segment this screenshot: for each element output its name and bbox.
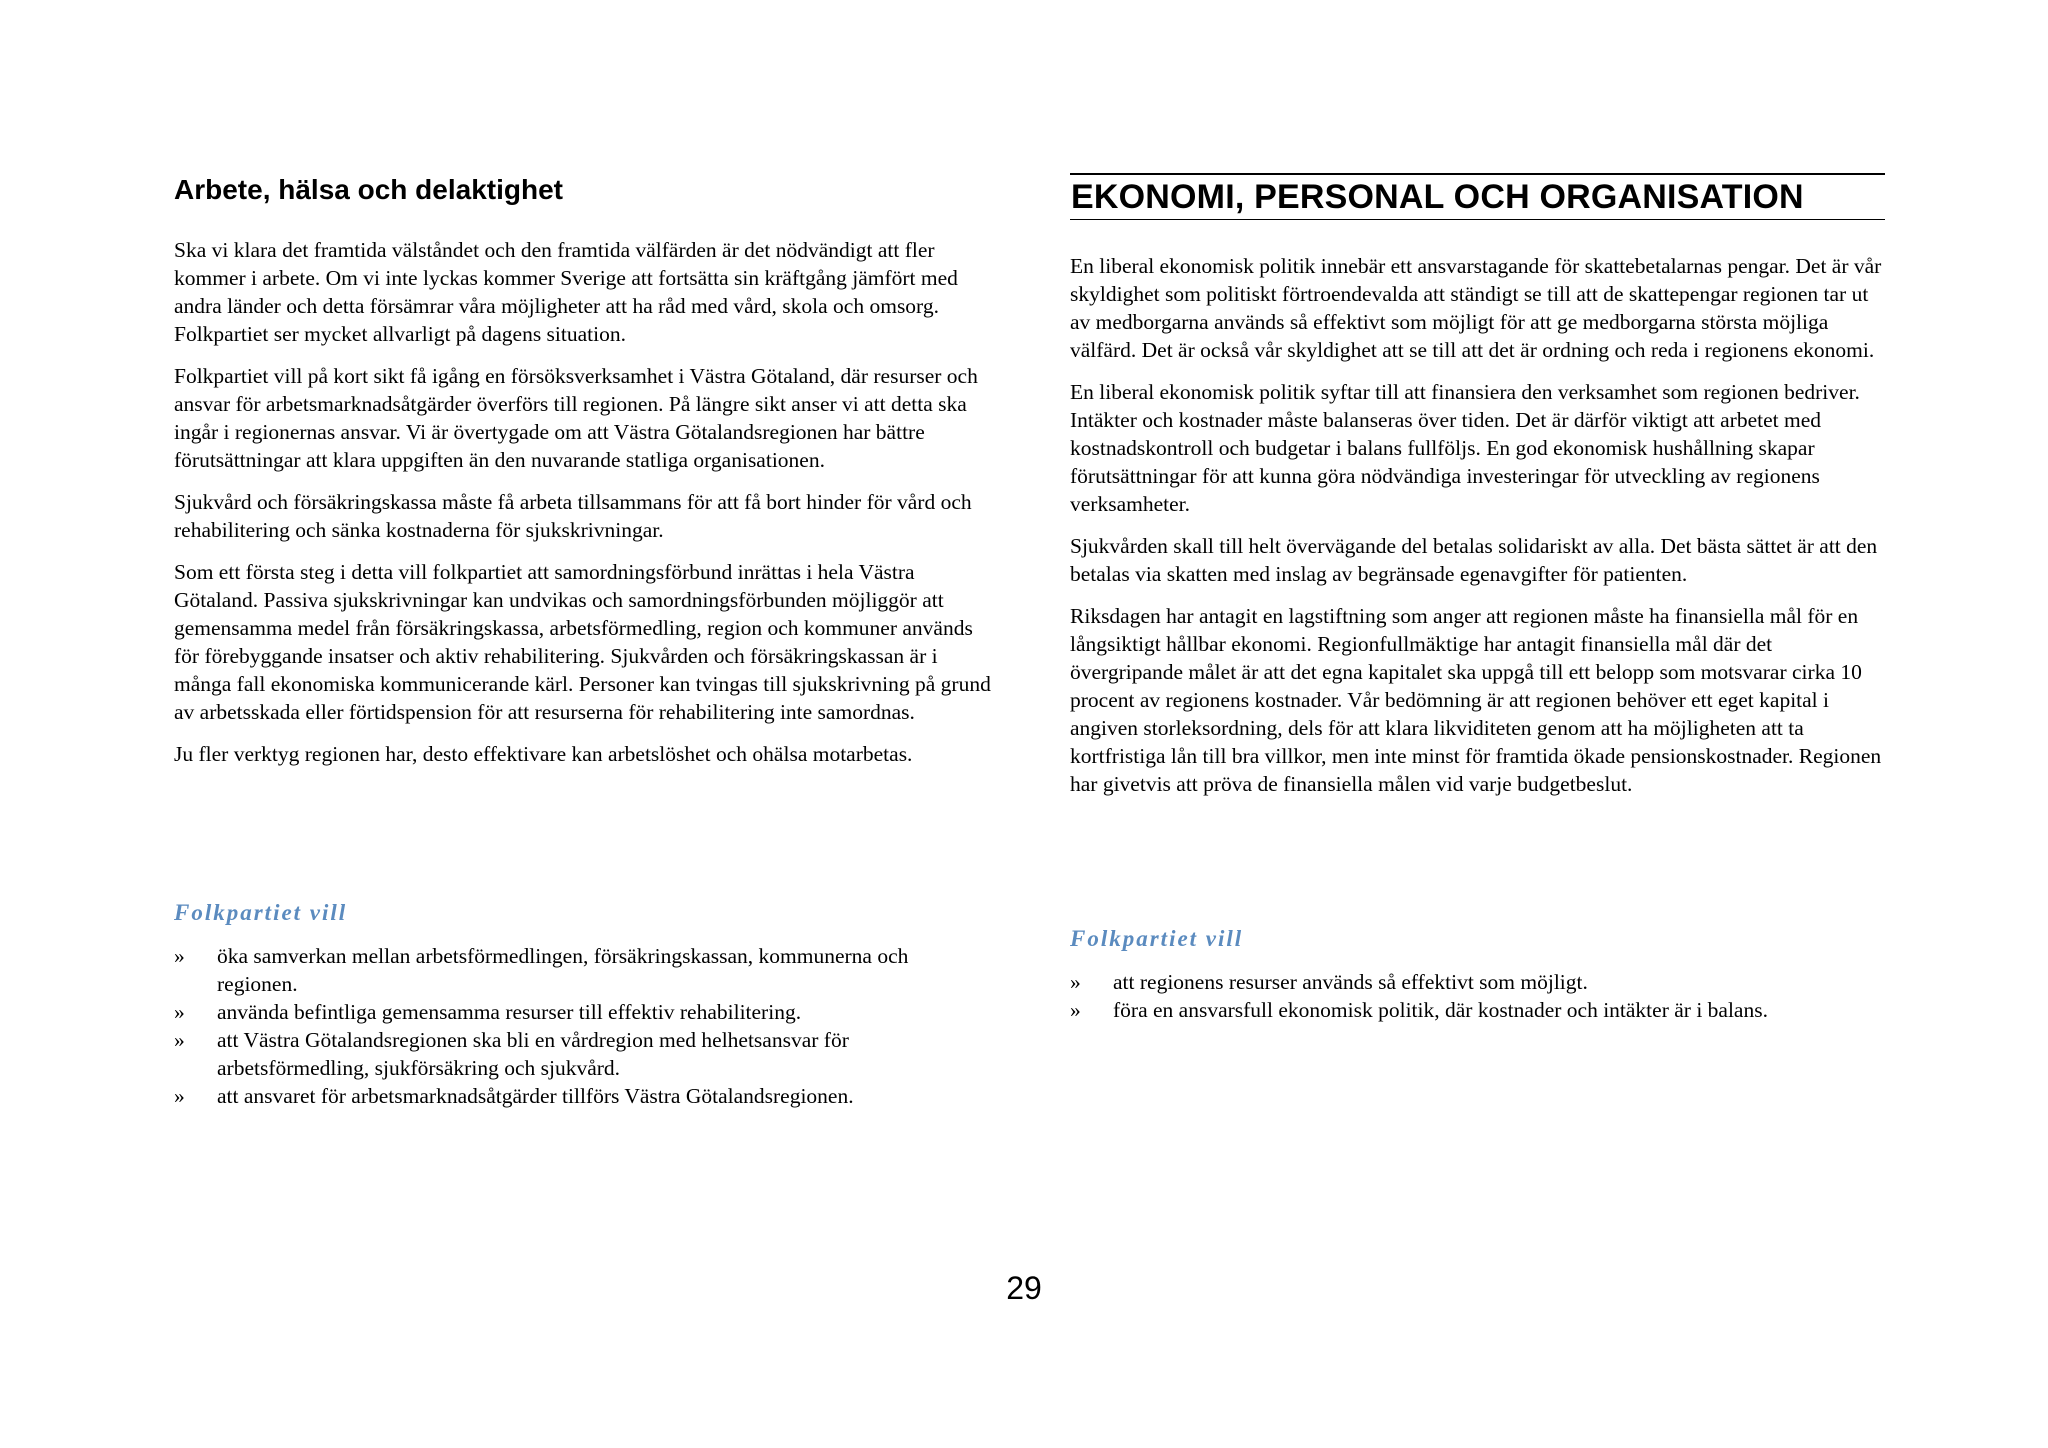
bullet-marker: » (174, 1000, 185, 1024)
paragraph: Sjukvård och försäkringskassa måste få arbeta tillsammans för att få bort hinder för vård och rehabilitering och sänka kostnaderna för sjukskrivningar. (174, 490, 972, 542)
subheading-folkpartiet-vill: Folkpartiet vill (1070, 926, 1244, 951)
right-body (1070, 252, 1885, 812)
paragraph: Sjukvården skall till helt övervägande del betalas solidariskt av alla. Det bästa sättet är att den betalas via skatten med inslag av begränsade egenavgifter för patienten. (1070, 534, 1878, 586)
bullet-marker: » (1070, 998, 1081, 1022)
paragraph: En liberal ekonomisk politik syftar till att finansiera den verksamhet som regionen bedriver. Intäkter och kostnader måste balanseras över tiden. Det är därför viktigt att arbetet med kostnadskontroll och budgetar i balans fullföljs. En god ekonomisk hushållning skapar förutsättningar för att kunna göra nödvändiga investeringar för utveckling av regionens verksamheter. (1070, 380, 1860, 516)
paragraph: Folkpartiet vill på kort sikt få igång en försöksverksamhet i Västra Götaland, där resurser och ansvar för arbetsmarknadsåtgärder överförs till regionen. På längre sikt anser vi att detta ska ingår i regionernas ansvar. Vi är övertygade om att Västra Götalandsregionen har bättre förutsättningar att klara uppgiften än den nuvarande statliga organisationen. (174, 364, 978, 472)
left-body (174, 236, 992, 782)
left-bullet-list (174, 942, 992, 1110)
list-item: » att ansvaret för arbetsmarknadsåtgärder tillförs Västra Götalandsregionen. (174, 1084, 854, 1108)
list-item: » att regionens resurser används så effektivt som möjligt. (1070, 970, 1588, 994)
paragraph: Som ett första steg i detta vill folkpartiet att samordningsförbund inrättas i hela Västra Götaland. Passiva sjukskrivningar kan undvikas och samordningsförbunden möjliggör att gemensamma medel från försäkringskassa, arbetsförmedling, region och kommuner används för förebyggande insatser och aktiv rehabilitering. Sjukvården och försäkringskassan är i många fall ekonomiska kommunicerande kärl. Personer kan tvingas till sjukskrivning på grund av arbetsskada eller förtidspension för att resurserna för rehabilitering inte samordnas. (174, 560, 991, 724)
list-item: » att Västra Götalandsregionen ska bli en vårdregion med helhetsansvar för arbetsförmedling, sjukförsäkring och sjukvård. (174, 1028, 849, 1080)
list-item: » öka samverkan mellan arbetsförmedlingen, försäkringskassan, kommunerna och regionen. (174, 944, 909, 996)
paragraph: Riksdagen har antagit en lagstiftning som anger att regionen måste ha finansiella mål för en långsiktigt hållbar ekonomi. Regionfullmäktige har antagit finansiella mål där det övergripande målet är att det egna kapitalet ska uppgå till ett belopp som motsvarar cirka 10 procent av regionens kostnader. Vår bedömning är att regionen behöver ett eget kapital i angiven storleksordning, dels för att klara likviditeten genom att ha möjligheten att ta kortfristiga lån till bra villkor, men inte minst för framtida ökade pensionskostnader. Regionen har givetvis att pröva de finansiella målen vid varje budgetbeslut. (1070, 604, 1882, 796)
bullet-marker: » (174, 1028, 185, 1052)
list-item: » använda befintliga gemensamma resurser till effektiv rehabilitering. (174, 1000, 802, 1024)
section-heading-ekonomi: EKONOMI, PERSONAL OCH ORGANISATION (1071, 178, 1804, 216)
section-heading-arbete: Arbete, hälsa och delaktighet (174, 174, 563, 205)
paragraph: En liberal ekonomisk politik innebär ett ansvarstagande för skattebetalarnas pengar. Det är vår skyldighet som politiskt förtroendevalda att ständigt se till att de skattepengar regionen tar ut av medborgarna används så effektivt som möjligt för att ge medborgarna största möjliga välfärd. Det är också vår skyldighet att se till att det är ordning och reda i regionens ekonomi. (1070, 254, 1882, 362)
bullet-marker: » (174, 1084, 185, 1108)
right-bullet-list (1070, 968, 1885, 1024)
list-item: » föra en ansvarsfull ekonomisk politik, där kostnader och intäkter är i balans. (1070, 998, 1768, 1022)
page-number: 29 (1006, 1270, 1042, 1306)
section-heading-box (1070, 173, 1885, 220)
subheading-folkpartiet-vill: Folkpartiet vill (174, 900, 348, 925)
bullet-marker: » (174, 944, 185, 968)
paragraph: Ska vi klara det framtida välståndet och den framtida välfärden är det nödvändigt att fler kommer i arbete. Om vi inte lyckas kommer Sverige att fortsätta sin kräftgång jämfört med andra länder och detta försämrar våra möjligheter att ha råd med vård, skola och omsorg. Folkpartiet ser mycket allvarligt på dagens situation. (174, 238, 958, 346)
bullet-marker: » (1070, 970, 1081, 994)
paragraph: Ju fler verktyg regionen har, desto effektivare kan arbetslöshet och ohälsa motarbetas. (174, 742, 913, 766)
